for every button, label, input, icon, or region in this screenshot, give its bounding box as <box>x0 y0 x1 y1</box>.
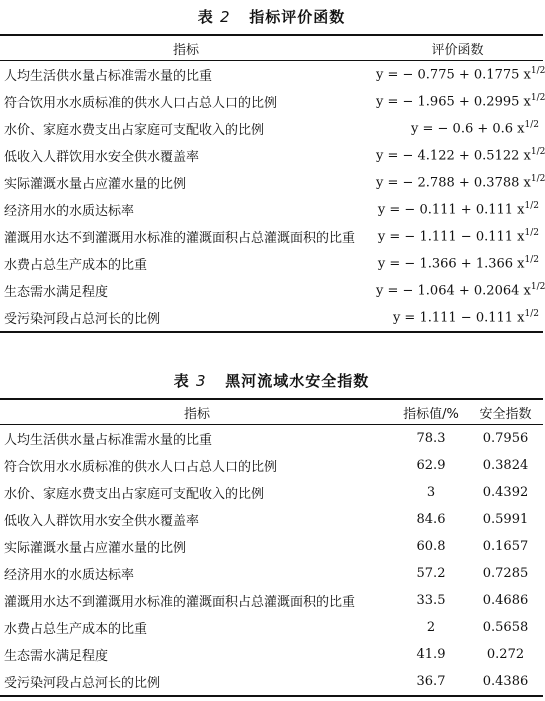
table2-row <box>0 196 543 223</box>
table3-indicator-name: 低收入人群饮用水安全供水覆盖率 <box>4 514 200 529</box>
table3-indicator-name: 水价、家庭水费支出占家庭可支配收入的比例 <box>4 487 265 502</box>
table2-row <box>0 223 543 250</box>
table3-safety-index: 0.5991 <box>482 512 529 527</box>
function-expression: y = 1.111 − 0.111 x <box>392 310 525 326</box>
function-expression: y = − 1.965 + 0.2995 x <box>376 94 531 110</box>
table2-indicator-name: 水价、家庭水费支出占家庭可支配收入的比例 <box>4 123 265 138</box>
table2-row <box>0 250 543 277</box>
table3-row <box>0 533 543 560</box>
table2-row <box>0 61 543 89</box>
table3-indicator-value: 84.6 <box>416 512 446 527</box>
table2-header-row <box>0 35 543 61</box>
table3-indicator-value: 62.9 <box>416 458 446 473</box>
table3 <box>0 398 543 697</box>
function-expression: y = − 1.064 + 0.2064 x <box>376 283 531 299</box>
table2-row <box>0 88 543 115</box>
table3-indicator-name: 经济用水的水质达标率 <box>4 568 135 583</box>
table3-row <box>0 614 543 641</box>
function-exponent: 1/2 <box>524 228 539 239</box>
table2-evaluation-function <box>372 304 543 332</box>
function-expression: y = − 1.366 + 1.366 x <box>377 256 525 272</box>
table3-indicator-name: 人均生活供水量占标准需水量的比重 <box>4 433 213 448</box>
function-exponent: 1/2 <box>530 93 545 104</box>
table2-indicator-name: 实际灌溉水量占应灌水量的比例 <box>4 177 187 192</box>
function-exponent: 1/2 <box>524 255 539 266</box>
table3-caption-prefix: 表 <box>173 372 190 390</box>
table3-header-indicator: 指标 <box>183 406 210 422</box>
function-expression: y = − 0.111 + 0.111 x <box>377 202 525 218</box>
table3-safety-index: 0.4686 <box>482 593 529 608</box>
table2-evaluation-function <box>372 142 543 169</box>
table2-indicator-name: 生态需水满足程度 <box>4 285 109 300</box>
table3-row <box>0 587 543 614</box>
table2-evaluation-function <box>372 61 543 89</box>
table3-indicator-name: 生态需水满足程度 <box>4 649 109 664</box>
table2-caption-number: 2 <box>220 8 231 26</box>
table3-indicator-name: 水费占总生产成本的比重 <box>4 622 148 637</box>
table3-indicator-value: 41.9 <box>416 647 446 662</box>
table3-row <box>0 668 543 696</box>
table2-row <box>0 142 543 169</box>
table2-evaluation-function <box>372 169 543 196</box>
table2-row <box>0 277 543 304</box>
table3-caption <box>0 370 543 391</box>
table2-header-function: 评价函数 <box>431 42 484 58</box>
table2-evaluation-function <box>372 115 543 142</box>
table3-header-row <box>0 399 543 425</box>
table3-indicator-value: 33.5 <box>416 593 446 608</box>
table2-indicator-name: 低收入人群饮用水安全供水覆盖率 <box>4 150 200 165</box>
table2-indicator-name: 受污染河段占总河长的比例 <box>4 312 161 327</box>
function-expression: y = − 0.775 + 0.1775 x <box>376 67 531 83</box>
function-expression: y = − 2.788 + 0.3788 x <box>376 175 531 191</box>
table2-indicator-name: 经济用水的水质达标率 <box>4 204 135 219</box>
table3-indicator-value: 78.3 <box>416 431 446 446</box>
function-exponent: 1/2 <box>524 309 539 320</box>
table2-indicator-name: 水费占总生产成本的比重 <box>4 258 148 273</box>
table3-row <box>0 479 543 506</box>
function-exponent: 1/2 <box>524 120 539 131</box>
table3-indicator-name: 灌溉用水达不到灌溉用水标准的灌溉面积占总灌溉面积的比重 <box>4 595 356 610</box>
table3-safety-index: 0.7285 <box>482 566 529 581</box>
function-exponent: 1/2 <box>530 282 545 293</box>
table3-safety-index: 0.272 <box>486 647 525 662</box>
table3-safety-index: 0.1657 <box>482 539 529 554</box>
function-exponent: 1/2 <box>530 174 545 185</box>
function-expression: y = − 4.122 + 0.5122 x <box>376 148 531 164</box>
table3-safety-index: 0.3824 <box>482 458 529 473</box>
table3-indicator-value: 57.2 <box>416 566 446 581</box>
function-expression: y = − 0.6 + 0.6 x <box>411 121 525 137</box>
table2-caption-prefix: 表 <box>197 8 214 26</box>
table3-indicator-name: 实际灌溉水量占应灌水量的比例 <box>4 541 187 556</box>
table3-row <box>0 560 543 587</box>
table2-indicator-name: 符合饮用水水质标准的供水人口占总人口的比例 <box>4 96 278 111</box>
table3-row <box>0 452 543 479</box>
table2-evaluation-function <box>372 250 543 277</box>
function-exponent: 1/2 <box>530 147 545 158</box>
table3-row <box>0 425 543 453</box>
table2-indicator-name: 灌溉用水达不到灌溉用水标准的灌溉面积占总灌溉面积的比重 <box>4 231 356 246</box>
table3-caption-number: 3 <box>196 372 207 390</box>
table3-row <box>0 506 543 533</box>
table2 <box>0 34 543 333</box>
table3-indicator-value: 3 <box>426 485 436 500</box>
table2-evaluation-function <box>372 88 543 115</box>
table2-evaluation-function <box>372 277 543 304</box>
table3-indicator-value: 60.8 <box>416 539 446 554</box>
table3-safety-index: 0.5658 <box>482 620 529 635</box>
function-exponent: 1/2 <box>530 66 545 77</box>
table3-safety-index: 0.4386 <box>482 674 529 689</box>
table3-header-index: 安全指数 <box>479 406 532 422</box>
table3-indicator-name: 符合饮用水水质标准的供水人口占总人口的比例 <box>4 460 278 475</box>
table2-caption <box>0 6 543 27</box>
table2-indicator-name: 人均生活供水量占标准需水量的比重 <box>4 69 213 84</box>
table2-header-indicator: 指标 <box>172 42 199 58</box>
table3-header-value: 指标值/% <box>403 406 459 422</box>
table2-row <box>0 115 543 142</box>
table3-safety-index: 0.7956 <box>482 431 529 446</box>
table3-indicator-value: 36.7 <box>416 674 446 689</box>
table2-caption-title: 指标评价函数 <box>249 8 346 26</box>
table2-row <box>0 304 543 332</box>
function-expression: y = − 1.111 − 0.111 x <box>377 229 525 245</box>
table3-indicator-value: 2 <box>426 620 436 635</box>
table2-row <box>0 169 543 196</box>
table2-evaluation-function <box>372 196 543 223</box>
table2-evaluation-function <box>372 223 543 250</box>
table3-safety-index: 0.4392 <box>482 485 529 500</box>
table3-indicator-name: 受污染河段占总河长的比例 <box>4 676 161 691</box>
function-exponent: 1/2 <box>524 201 539 212</box>
table3-caption-title: 黑河流域水安全指数 <box>225 372 370 390</box>
table3-row <box>0 641 543 668</box>
